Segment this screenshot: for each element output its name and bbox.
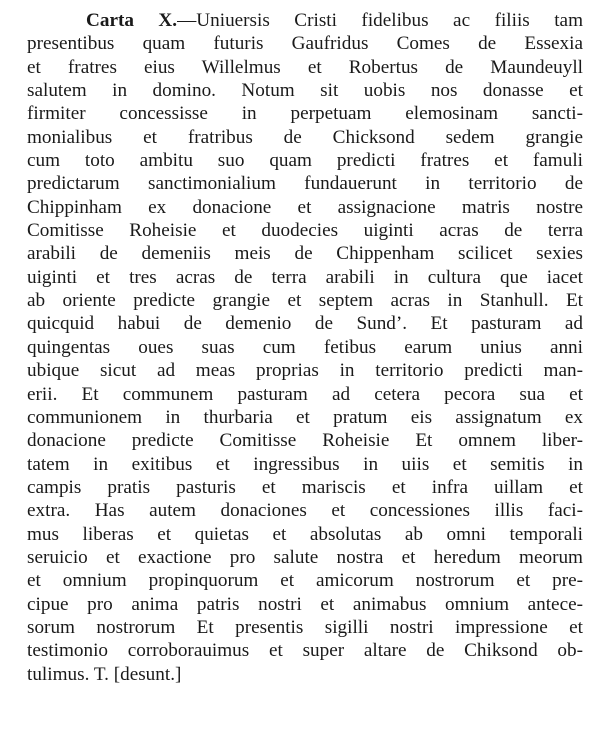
charter-line: quingentas oues suas cum fetibus earum unius anni [27, 336, 583, 358]
charter-line: arabili de demeniis meis de Chippenham scilicet sexies [27, 243, 583, 265]
charter-line: cum toto ambitu suo quam predicti fratres et famuli [27, 150, 583, 172]
charter-line: ubique sicut ad meas proprias in territorio predicti man- [27, 360, 583, 382]
charter-line: tulimus. T. [desunt.] [27, 663, 182, 685]
charter-line: tatem in exitibus et ingressibus in uiis et semitis in [27, 453, 583, 475]
charter-line: Comitisse Roheisie et duodecies uiginti acras de terra [27, 220, 583, 242]
charter-line: monialibus et fratribus de Chicksond sedem grangie [27, 126, 583, 148]
charter-line: Chippinham ex donacione et assignacione matris nostre [27, 196, 583, 218]
charter-line: erii. Et communem pasturam ad cetera pecora sua et [27, 383, 583, 405]
charter-line: Carta X.—Uniuersis Cristi fidelibus ac filiis tam [86, 10, 583, 31]
charter-line: extra. Has autem donaciones et concessiones illis faci- [27, 500, 583, 522]
charter-line: firmiter concessisse in perpetuam elemosinam sancti- [27, 103, 583, 125]
charter-text [27, 9, 583, 686]
charter-line: seruicio et exactione pro salute nostra et heredum meorum [27, 546, 583, 568]
charter-line: presentibus quam futuris Gaufridus Comes de Essexia [27, 33, 583, 55]
charter-line: testimonio corroborauimus et super altare de Chiksond ob- [27, 640, 583, 662]
charter-line: et fratres eius Willelmus et Robertus de Maundeuyll [27, 56, 583, 78]
charter-line: donacione predicte Comitisse Roheisie Et omnem liber- [27, 430, 583, 452]
charter-line: ab oriente predicte grangie et septem acras in Stanhull. Et [27, 290, 583, 312]
charter-line: predictarum sanctimonialium fundauerunt in territorio de [27, 173, 583, 195]
charter-line: mus liberas et quietas et absolutas ab omni temporali [27, 523, 583, 545]
charter-heading: Carta X. [86, 10, 178, 31]
charter-line: salutem in domino. Notum sit uobis nos donasse et [27, 80, 583, 102]
charter-line: uiginti et tres acras de terra arabili in cultura que iacet [27, 266, 583, 288]
charter-line: quicquid habui de demenio de Sund’. Et pasturam ad [27, 313, 583, 335]
charter-line: sorum nostrorum Et presentis sigilli nostri impressione et [27, 616, 583, 638]
charter-line: et omnium propinquorum et amicorum nostrorum et pre- [27, 570, 583, 592]
charter-line: communionem in thurbaria et pratum eis assignatum ex [27, 406, 583, 428]
charter-line: cipue pro anima patris nostri et animabus omnium antece- [27, 593, 583, 615]
charter-line: campis pratis pasturis et mariscis et infra uillam et [27, 476, 583, 498]
